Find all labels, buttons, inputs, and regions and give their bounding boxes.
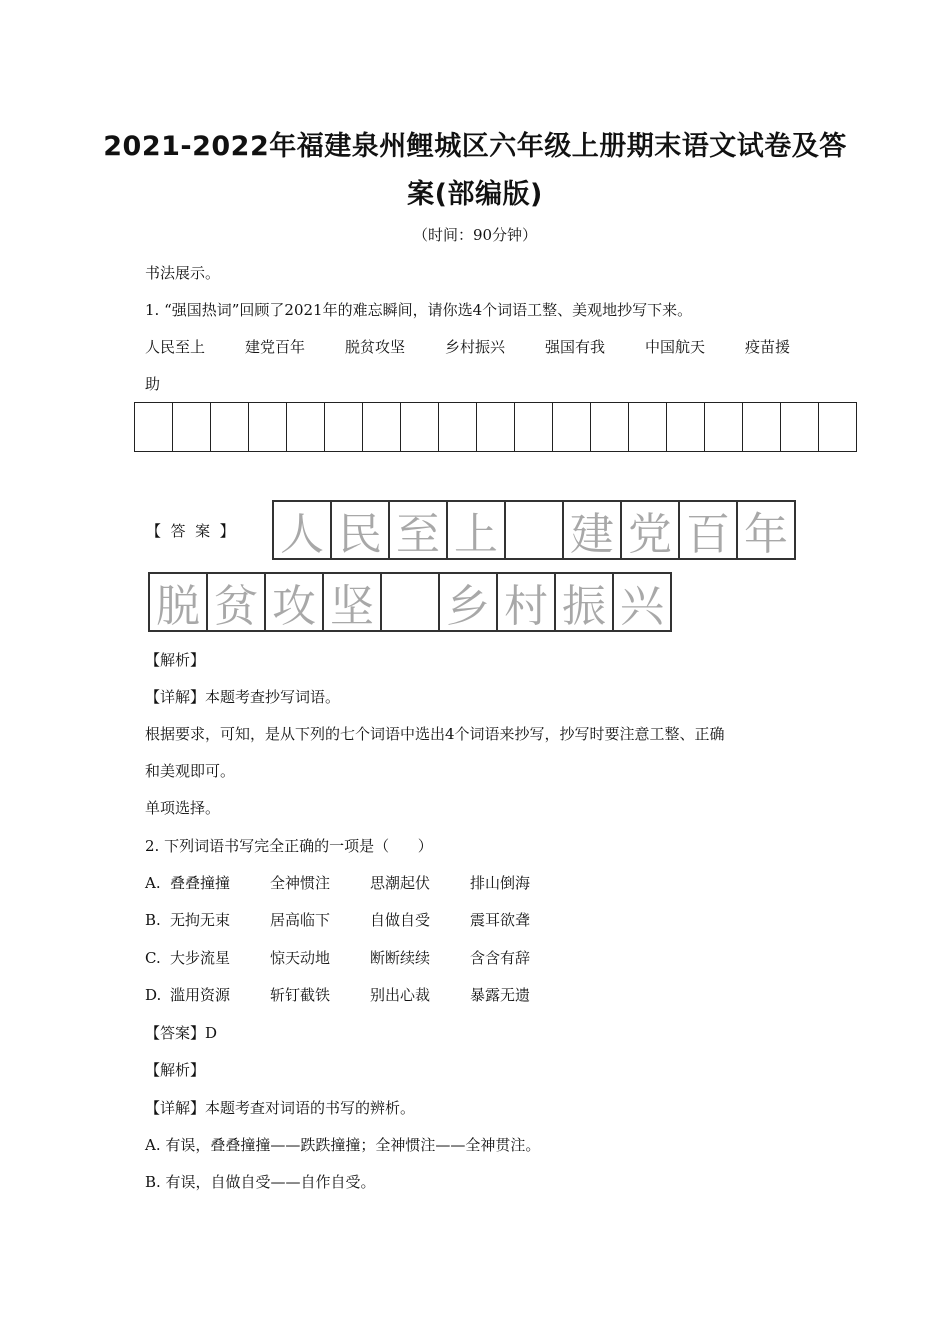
answer-cell [506,502,564,558]
option-word: 滥用资源 [170,986,231,1004]
answer-cell: 民 [332,502,390,558]
grid-cell [401,403,439,451]
answer-cell: 至 [390,502,448,558]
grid-cell [667,403,705,451]
grid-cell [439,403,477,451]
answer-cell: 党 [622,502,680,558]
answer-text: 【答案】D [145,1024,218,1042]
grid-cell [781,403,819,451]
answer-cell: 乡 [440,574,498,630]
option-word: 叠叠撞撞 [170,874,231,892]
answer-grid-row-2 [148,572,672,632]
option-a-note: A. 有误，叠叠撞撞——跌跌撞撞；全神惯注——全神贯注。 [145,1136,541,1154]
word-list-wrap: 助 [145,375,161,393]
word-item: 脱贫攻坚 [345,338,406,356]
answer-cell: 振 [556,574,614,630]
option-word: 排山倒海 [470,874,531,892]
grid-cell [249,403,287,451]
option-word: 含含有辞 [470,949,531,967]
option-word: 断断续续 [370,949,431,967]
word-item: 中国航天 [645,338,706,356]
answer-grid-row-1 [272,500,796,560]
document-title-line-1: 2021-2022年福建泉州鲤城区六年级上册期末语文试卷及答 [103,131,847,162]
option-label: D. [145,986,162,1004]
answer-cell: 坚 [324,574,382,630]
answer-cell: 攻 [266,574,324,630]
option-label: B. [145,911,161,929]
word-item: 强国有我 [545,338,606,356]
option-word: 思潮起伏 [370,874,431,892]
answer-label: 【 答 案 】 [146,522,235,540]
answer-cell: 百 [680,502,738,558]
answer-cell: 村 [498,574,556,630]
answer-cell: 上 [448,502,506,558]
grid-cell [477,403,515,451]
word-item: 人民至上 [145,338,206,356]
explanation-line-2: 和美观即可。 [145,762,236,780]
grid-cell [743,403,781,451]
grid-cell [363,403,401,451]
option-word: 惊天动地 [270,949,331,967]
question-1-word-list [145,337,790,357]
option-word: 全神惯注 [270,874,331,892]
document-title-line-2: 案(部编版) [407,179,543,210]
grid-cell [591,403,629,451]
option-word: 无拘无束 [170,911,231,929]
word-item: 乡村振兴 [445,338,506,356]
grid-cell [135,403,173,451]
grid-cell [515,403,553,451]
option-word: 自做自受 [370,911,431,929]
detail-text: 【详解】本题考查对词语的书写的辨析。 [145,1099,416,1117]
answer-cell: 兴 [614,574,672,630]
answer-cell: 贫 [208,574,266,630]
time-note: （时间：90分钟） [412,226,538,244]
detail-text: 【详解】本题考查抄写词语。 [145,688,341,706]
grid-cell [173,403,211,451]
question-type-note: 单项选择。 [145,799,221,817]
option-word: 大步流星 [170,949,231,967]
grid-cell [629,403,667,451]
answer-cell: 脱 [150,574,208,630]
answer-cell: 年 [738,502,796,558]
option-b-note: B. 有误，自做自受——自作自受。 [145,1173,376,1191]
option-word: 震耳欲聋 [470,911,531,929]
option-a [145,873,530,893]
word-item: 建党百年 [245,338,306,356]
option-word: 别出心裁 [370,986,431,1004]
option-c [145,948,530,968]
question-1-prompt: 1. “强国热词”回顾了2021年的难忘瞬间，请你选4个词语工整、美观地抄写下来。 [145,301,693,319]
option-word: 暴露无遗 [470,986,531,1004]
analysis-label: 【解析】 [145,651,206,669]
grid-cell [287,403,325,451]
grid-cell [211,403,249,451]
answer-cell: 人 [274,502,332,558]
section-label: 书法展示。 [145,264,221,282]
grid-cell [705,403,743,451]
answer-cell [382,574,440,630]
option-word: 斩钉截铁 [270,986,331,1004]
grid-cell [325,403,363,451]
answer-cell: 建 [564,502,622,558]
explanation-line-1: 根据要求，可知，是从下列的七个词语中选出4个词语来抄写，抄写时要注意工整、正确 [145,725,725,743]
analysis-label: 【解析】 [145,1061,206,1079]
grid-cell [553,403,591,451]
grid-cell [819,403,857,451]
word-item: 疫苗援 [745,338,791,356]
question-2-prompt: 2. 下列词语书写完全正确的一项是（ ） [145,837,433,855]
option-label: A. [145,874,161,892]
option-label: C. [145,949,161,967]
writing-grid [134,402,857,452]
option-b [145,910,530,930]
option-word: 居高临下 [270,911,331,929]
option-d [145,985,530,1005]
